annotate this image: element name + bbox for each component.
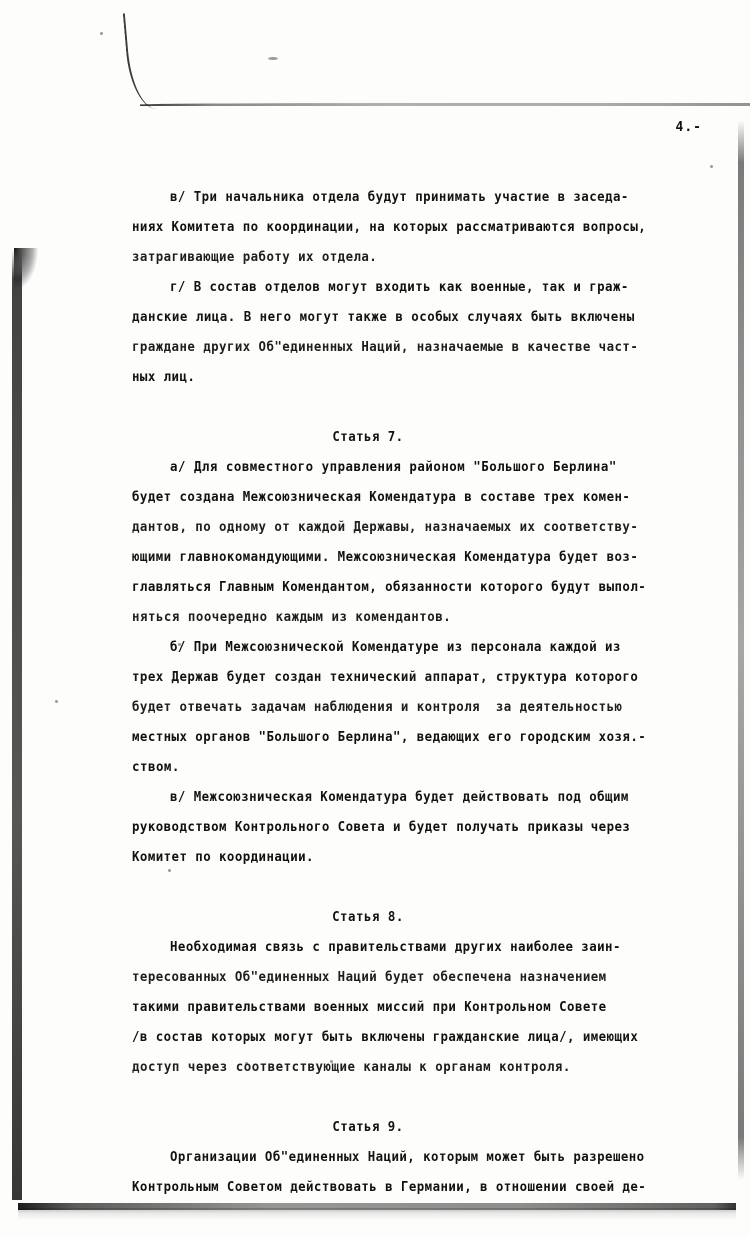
text-line: /в состав которых могут быть включены гражданские лица/, имеющих bbox=[132, 1028, 639, 1045]
text-line: а/ Для совместного управления районом "Большого Берлина" bbox=[170, 458, 617, 475]
text-line: руководством Контрольного Совета и будет получать приказы через bbox=[132, 818, 631, 835]
text-line: б/ При Межсоюзнической Комендатуре из персонала каждой из bbox=[170, 638, 621, 655]
text-line: Необходимая связь с правительствами других наиболее заин- bbox=[170, 938, 621, 955]
article-heading: Статья 8. bbox=[332, 908, 404, 925]
page-number: 4.- bbox=[675, 120, 702, 135]
text-line: ных лиц. bbox=[132, 368, 196, 385]
text-line: Комитет по координации. bbox=[132, 848, 314, 865]
text-line: в/ Межсоюзническая Комендатура будет действовать под общим bbox=[170, 788, 629, 805]
text-line: няться поочередно каждым из комендантов. bbox=[132, 608, 452, 625]
text-line: Контрольным Советом действовать в Германии, в отношении своей де- bbox=[132, 1178, 647, 1195]
text-line: данские лица. В него могут также в особых случаях быть включены bbox=[132, 308, 635, 325]
text-line: в/ Три начальника отдела будут принимать участие в заседа- bbox=[170, 188, 629, 205]
text-line: главляться Главным Комендантом, обязанности которого будут выпол- bbox=[132, 578, 647, 595]
text-line: г/ В состав отделов могут входить как военные, так и граж- bbox=[170, 278, 629, 295]
text-line: тересованных Об"единенных Наций будет обеспечена назначением bbox=[132, 968, 607, 985]
text-line: граждане других Об"единенных Наций, назначаемые в качестве част- bbox=[132, 338, 639, 355]
text-line: ством. bbox=[132, 758, 180, 775]
text-line: будет отвечать задачам наблюдения и контроля за деятельностью bbox=[132, 698, 623, 715]
text-line: ниях Комитета по координации, на которых рассматриваются вопросы, bbox=[132, 218, 647, 235]
text-line: трех Держав будет создан технический аппарат, структура которого bbox=[132, 668, 639, 685]
text-line: будет создана Межсоюзническая Комендатура в составе трех комен- bbox=[132, 488, 631, 505]
text-line: доступ через соответствующие каналы к органам контроля. bbox=[132, 1058, 571, 1075]
article-heading: Статья 9. bbox=[332, 1118, 404, 1135]
blank-line bbox=[132, 391, 672, 422]
text-line: местных органов "Большого Берлина", ведающих его городским хозя.- bbox=[132, 728, 647, 745]
text-line: Организации Об"единенных Наций, которым может быть разрешено bbox=[170, 1148, 645, 1165]
blank-line bbox=[132, 871, 672, 902]
text-line: затрагивающие работу их отдела. bbox=[132, 248, 378, 265]
text-line: ющими главнокомандующими. Межсоюзническая Комендатура будет воз- bbox=[132, 548, 639, 565]
article-heading: Статья 7. bbox=[332, 428, 404, 445]
text-line: такими правительствами военных миссий при Контрольном Совете bbox=[132, 998, 607, 1015]
blank-line bbox=[132, 1081, 672, 1112]
document-body bbox=[132, 182, 672, 1202]
text-line: дантов, по одному от каждой Державы, назначаемых их соответству- bbox=[132, 518, 639, 535]
